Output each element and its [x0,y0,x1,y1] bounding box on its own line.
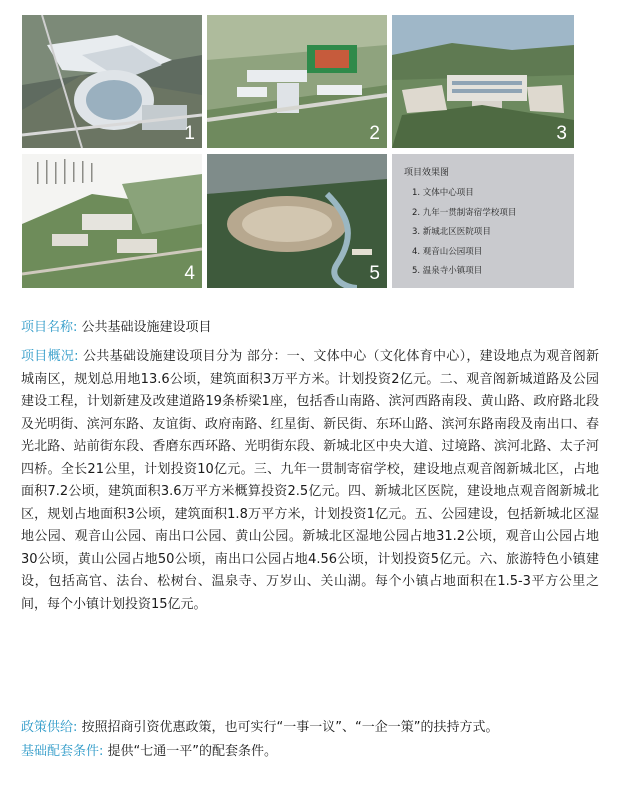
rendering-image-1 [22,15,202,148]
policy [21,717,599,740]
project-name-value: 公共基础设施建设项目 [81,320,212,335]
policy-value: 按照招商引资优惠政策，也可实行“一事一议”、“一企一策”的扶持方式。 [81,720,499,735]
legend-item: 3. 新城北区医院项目 [412,227,491,237]
legend-list [412,187,516,285]
image-number: 5 [369,263,380,284]
project-name-label: 项目名称: [21,320,78,335]
policy-label: 政策供给: [21,720,78,735]
project-overview-label: 项目概况: [21,349,79,364]
legend-item: 1. 文体中心项目 [412,188,474,198]
image-number: 1 [184,123,195,144]
rendering-image-5 [207,154,387,288]
rendering-image-3 [392,15,574,148]
project-name [21,317,599,340]
legend-item: 4. 观音山公园项目 [412,246,483,257]
project-overview [21,346,599,616]
legend-box [392,154,574,288]
legend-title: 项目效果图 [404,168,450,178]
legend-item: 5. 温泉寺小镇项目 [412,266,483,276]
image-number: 3 [556,123,567,144]
project-overview-value: 公共基础设施建设项目分为 部分：一、文体中心（文化体育中心），建设地点为观音阁新城南区，规划总用地13.6公顷，建筑面积3万平方米。计划投资2亿元。二、观音阁新城道路及公园建设工程，计划新建及改建道路19条桥梁1座，包括香山南路、滨河西路南段、黄山路、政府路北段及光明街、滨河东路、友谊街、政府南路、红星街、新民街、东环山路、滨河东路南段及南出口、春光北路、站前街东段、香磨东西环路、光明街东段、新城北区中央大道、过境路、滨河北路、太子河四桥。全长21公里，计划投资10亿元。三、九年一贯制寄宿学校，建设地点观音阁新城北区，占地面积7.2公顷，建筑面积3.6万平方米概算投资2.5亿元。四、新城北区医院，建设地点观音阁新城北区，规划占地面积3公顷，建筑面积1.8万平方米，计划投资1亿元。五、公园建设，包括新城北区湿地公园、观音山公园、南出口公园、黄山公园。新城北区湿地公园占地31.2公顷，观音山公园占地30公顷，黄山公园占地50公顷，南出口公园占地4.56公顷，计划投资5亿元。六、旅游特色小镇建设，包括高官、法台、松树台、温泉寺、万岁山、关山湖。每个小镇占地面积在1.5-3平方公里之间，每个小镇计划投资15亿元。 [21,349,599,612]
supporting-conditions [21,741,599,764]
image-number: 4 [184,263,195,284]
supporting-conditions-value: 提供“七通一平”的配套条件。 [107,744,278,759]
rendering-image-4 [22,154,202,288]
image-number: 2 [369,123,380,144]
legend-item: 2. 九年一贯制寄宿学校项目 [412,207,517,218]
rendering-image-2 [207,15,387,148]
supporting-conditions-label: 基础配套条件: [21,744,104,759]
